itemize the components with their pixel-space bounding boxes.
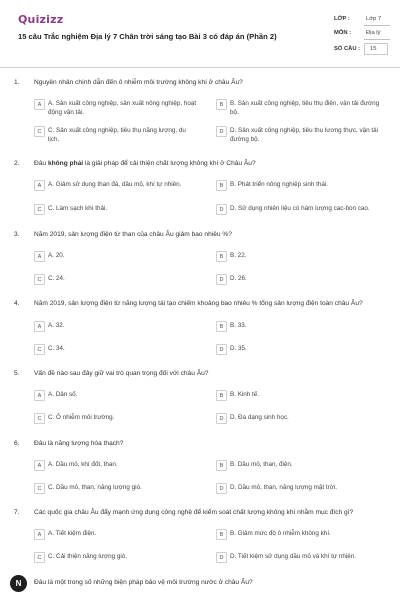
question-text-post: là giải pháp để cải thiện chất lượng không khí ở Châu Âu? [83,160,256,167]
option-letter: D [216,483,227,494]
option-letter: C [34,413,45,424]
option-letter: A [34,529,45,540]
option-text: A. Sản xuất công nghiệp, sản xuất nông nghiệp, hoạt động vận tải. [48,100,197,116]
option-text: C. 24. [48,275,65,282]
option-text: B. Dầu mỏ, than, điện. [230,461,293,468]
option-letter: B [216,180,227,191]
option-letter: A [34,321,45,332]
question-number: 3. [14,231,20,238]
subject-underline [364,39,390,40]
option-letter: B [216,321,227,332]
option-letter: D [216,126,227,137]
option-text: A. Giảm sử dụng than đá, dầu mỏ, khí tự nhiên. [48,181,182,188]
option-letter: D [216,552,227,563]
meta-class [334,14,390,26]
question-text: Vấn đề nào sau đây giữ vai trò quan trọng đối với châu Âu? [34,370,209,377]
question-text-emphasis: không phải [47,160,84,167]
page-title: 15 câu Trắc nghiệm Địa lý 7 Chân trời sáng tạo Bài 3 có đáp án (Phần 2) [18,32,277,41]
option-letter: B [216,460,227,471]
option-letter: C [34,552,45,563]
option-text: B. 33. [230,322,247,329]
option-letter: D [216,413,227,424]
option-letter: D [216,344,227,355]
question-number: 6. [14,440,20,447]
question-text: Năm 2019, sản lượng điện từ năng lượng tái tạo chiếm khoảng bao nhiêu % tổng sản lượng điện toàn châu Âu? [34,300,363,307]
question-number: 7. [14,509,20,516]
option-text: C. Dầu mỏ, than, năng lượng gió. [48,484,142,491]
question-number: 2. [14,160,20,167]
question-number: 4. [14,300,20,307]
count-value: 15 [370,46,377,52]
option-letter: C [34,274,45,285]
question-text [34,160,384,167]
meta-subject [334,28,390,40]
class-value: Lớp 7 [366,16,382,22]
option-text: D. Sản xuất công nghiệp, tiêu thụ lương thực, vận tải đường bộ. [230,127,379,143]
option-text: A. 32. [48,322,65,329]
subject-label: MÔN : [334,30,352,36]
option-text: D. Dầu mỏ, than, năng lượng mặt trời. [230,484,337,491]
option-text: A. Dân số. [48,391,78,398]
question-text: Nguyên nhân chính dẫn đến ô nhiễm môi trường không khí ở châu Âu? [34,79,243,86]
option-letter: C [34,126,45,137]
option-text: B. Giảm mức độ ô nhiễm không khí. [230,530,331,537]
option-letter: B [216,390,227,401]
count-label: SỐ CÂU : [334,46,361,52]
option-text: B. Sản xuất công nghiệp, tiêu thụ điện, vận tải đường bộ. [230,100,380,116]
option-letter: C [34,204,45,215]
option-text: C. Làm sạch khí thải. [48,205,108,212]
option-text: A. Tiết kiệm điện. [48,530,97,537]
question-text: Các quốc gia châu Âu đẩy mạnh ứng dụng công nghệ để kiểm soát chất lượng không khí nhằm mục đích gì? [34,509,354,516]
option-letter: A [34,251,45,262]
option-text: D. Đa dạng sinh học. [230,414,289,421]
quizizz-logo[interactable]: Quizizz [18,13,64,26]
option-letter: B [216,99,227,110]
option-text: D. Sử dụng nhiên liệu có hàm lượng cac-bon cao. [230,205,370,212]
question-text: Đâu là một trong số những biện pháp bảo vệ môi trường nước ở châu Âu? [34,579,253,586]
option-text: D. Tiết kiệm sử dụng dầu mỏ và khí tự nhiên. [230,553,357,560]
header-divider [0,67,400,68]
option-text: B. Phát triển nông nghiệp sinh thái. [230,181,329,188]
subject-value: Địa lý [366,30,381,36]
option-letter: B [216,251,227,262]
n-logo-badge[interactable]: N [10,575,27,592]
option-text: A. 20. [48,252,65,259]
question-number: 5. [14,370,20,377]
question-number: 1. [14,79,20,86]
class-underline [364,25,390,26]
option-letter: C [34,344,45,355]
option-text: C. 34. [48,345,65,352]
option-text: D. 35. [230,345,247,352]
question-text: Đâu là năng lượng hóa thạch? [34,440,124,447]
option-letter: A [34,99,45,110]
option-letter: A [34,460,45,471]
option-text: C. Sản xuất công nghiệp, tiêu thụ năng lượng, du lịch. [48,127,186,143]
option-text: A. Dầu mỏ, khí đốt, than. [48,461,118,468]
meta-count [334,44,390,56]
question-text: Năm 2019, sản lượng điện từ than của châu Âu giảm bao nhiêu %? [34,231,232,238]
option-text: D. 26. [230,275,247,282]
option-letter: D [216,204,227,215]
page-header [0,0,400,66]
option-letter: A [34,180,45,191]
question-text-pre: Đâu [34,160,48,167]
option-text: C. Ô nhiễm môi trường. [48,414,115,421]
option-letter: C [34,483,45,494]
class-label: LỚP : [334,16,350,22]
option-text: C. Cải thiện năng lượng gió. [48,553,128,560]
option-letter: D [216,274,227,285]
option-text: B. 22. [230,252,247,259]
option-letter: A [34,390,45,401]
option-letter: B [216,529,227,540]
option-text: B. Kinh tế. [230,391,260,398]
